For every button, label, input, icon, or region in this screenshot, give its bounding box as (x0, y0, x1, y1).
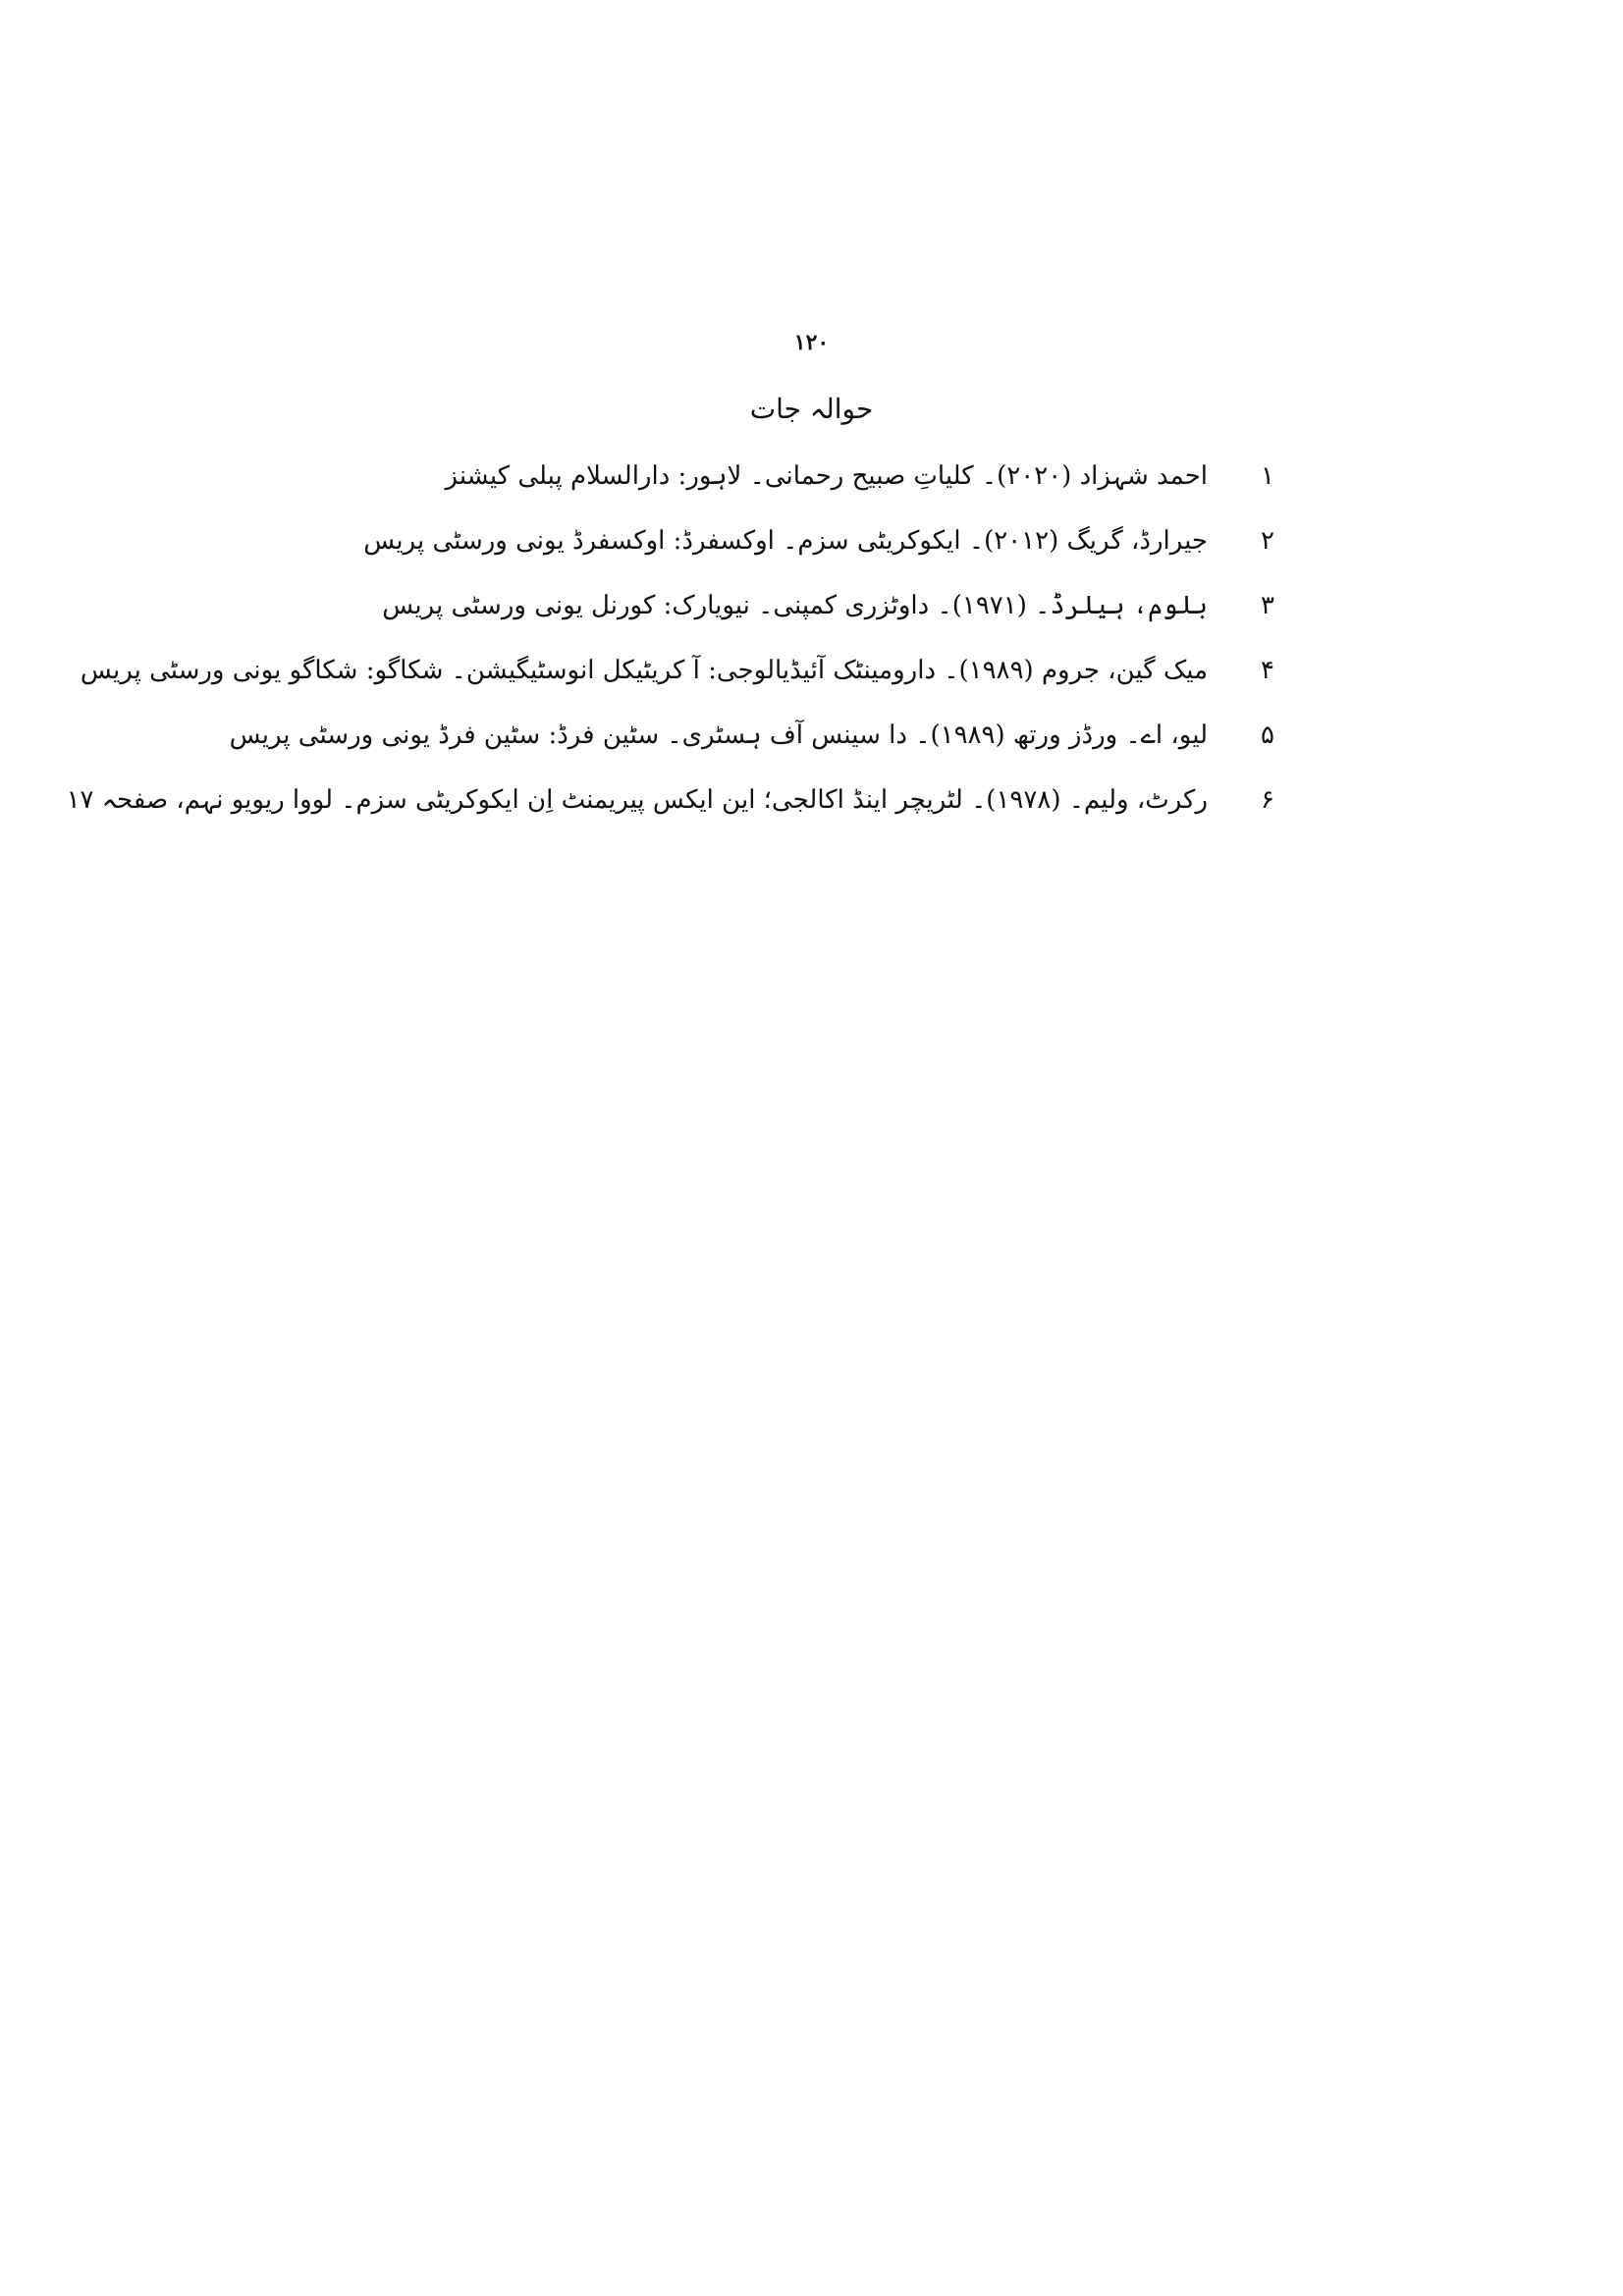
reference-text: بلوم، ہیلرڈ۔ (۱۹۷۱)۔ داوٹزری کمپنی۔ نیویارک: کورنل یونی ورسٹی پریس (382, 591, 1208, 620)
reference-number: ۴ (1261, 656, 1274, 685)
reference-number: ۶ (1261, 785, 1274, 815)
references-list (66, 461, 1274, 850)
reference-item (80, 656, 1274, 721)
reference-number: ۲ (1261, 526, 1274, 556)
reference-item (332, 591, 1274, 656)
reference-text: رکرٹ، ولیم۔ (۱۹۷۸)۔ لٹریچر اینڈ اکالجی؛ این ایکس پیریمنٹ اِن ایکوکریٹی سزم۔ لووا ریویو نہم، صفحہ ۱۷ (66, 785, 1208, 815)
reference-number: ۱ (1261, 461, 1274, 491)
reference-text: لیو، اے۔ ورڈز ورتھ (۱۹۸۹)۔ دا سینس آف ہسٹری۔ سٹین فرڈ: سٹین فرڈ یونی ورسٹی پریس (229, 721, 1208, 750)
page-number: ۱۲۰ (793, 330, 830, 355)
reference-text: میک گین، جروم (۱۹۸۹)۔ دارومینٹک آئیڈیالوجی: آ کریٹیکل انوسٹیگیشن۔ شکاگو: شکاگو یونی ورسٹی پریس (80, 656, 1208, 685)
reference-item (332, 461, 1274, 526)
reference-item (332, 526, 1274, 591)
references-heading: حوالہ جات (749, 393, 874, 425)
reference-number: ۵ (1261, 721, 1274, 750)
reference-item (229, 721, 1274, 785)
reference-text: جیرارڈ، گریگ (۲۰۱۲)۔ ایکوکریٹی سزم۔ اوکسفرڈ: اوکسفرڈ یونی ورسٹی پریس (363, 526, 1208, 556)
reference-number: ۳ (1261, 591, 1274, 620)
reference-item (66, 785, 1274, 850)
reference-text: احمد شہزاد (۲۰۲۰)۔ کلیاتِ صبیح رحمانی۔ لاہور: دارالسلام پبلی کیشنز (445, 461, 1208, 491)
